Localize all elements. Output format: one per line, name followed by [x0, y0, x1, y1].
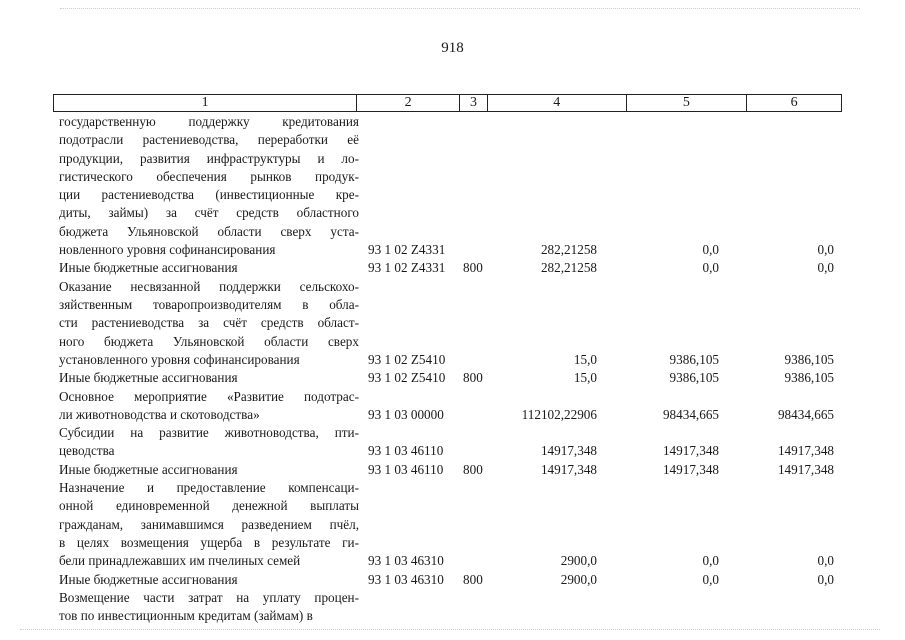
row-description [59, 113, 359, 259]
description-line: Иные бюджетные ассигнования [59, 260, 238, 276]
row-value-col4: 15,0 [573, 351, 597, 367]
row-value-col4: 2900,0 [560, 553, 597, 569]
row-value-col5: 14917,348 [662, 443, 719, 459]
row-value-col5: 0,0 [702, 242, 719, 258]
header-col-3: 3 [460, 95, 488, 111]
description-line: зяйственным товаропроизводителям в обла- [59, 296, 359, 312]
table-row [0, 113, 905, 259]
row-value-col6: 98434,665 [777, 406, 834, 422]
header-col-6: 6 [790, 95, 798, 110]
row-value-col5: 0,0 [702, 571, 719, 587]
description-line: цеводства [59, 443, 115, 459]
row-value-col4: 112102,22906 [521, 406, 597, 422]
description-line: гистического обеспечения рынков продук- [59, 168, 359, 184]
description-line: подотрасли растениеводства, переработки её [59, 132, 359, 148]
row-value-col6: 0,0 [817, 571, 834, 587]
row-value-col5: 9386,105 [669, 351, 719, 367]
scan-artifact-bottom [20, 629, 880, 631]
row-value-col6: 14917,348 [777, 443, 834, 459]
description-line: Основное мероприятие «Развитие подотрас- [59, 388, 359, 404]
scan-artifact-top [60, 8, 860, 10]
description-line: продукции, развития инфраструктуры и ло- [59, 150, 359, 166]
description-line: Иные бюджетные ассигнования [59, 370, 238, 386]
row-description [59, 259, 359, 277]
header-col-1: 1 [54, 95, 357, 111]
table-row [0, 589, 905, 626]
row-code: 93 1 03 46110 [368, 461, 444, 477]
table-header [53, 94, 842, 112]
row-value-col6: 0,0 [817, 553, 834, 569]
table-row [0, 369, 905, 387]
row-code: 93 1 03 46310 [368, 553, 444, 569]
row-code: 93 1 02 Z5410 [368, 370, 446, 386]
description-line: Возмещение части затрат на уплату процен- [59, 589, 359, 605]
table-row [0, 571, 905, 589]
row-expense-type: 800 [463, 370, 483, 386]
row-value-col6: 14917,348 [777, 461, 834, 477]
row-value-col4: 15,0 [573, 370, 597, 386]
row-value-col5: 98434,665 [662, 406, 719, 422]
row-value-col4: 282,21258 [540, 242, 597, 258]
description-line: бюджета Ульяновской области сверх уста- [59, 223, 359, 239]
row-description [59, 461, 359, 479]
row-code: 93 1 03 00000 [368, 406, 444, 422]
description-line: Иные бюджетные ассигнования [59, 461, 238, 477]
row-value-col6: 9386,105 [784, 351, 834, 367]
description-line: в целях возмещения ущерба в результате ги- [59, 534, 359, 550]
table-row [0, 479, 905, 571]
row-value-col4: 14917,348 [540, 443, 597, 459]
description-line: гражданам, занимавшимся разведением пчёл, [59, 516, 359, 532]
description-line: Иные бюджетные ассигнования [59, 571, 238, 587]
row-description [59, 424, 359, 461]
description-line: Оказание несвязанной поддержки сельскохо- [59, 278, 359, 294]
description-line: новленного уровня софинансирования [59, 242, 276, 258]
row-description [59, 388, 359, 425]
row-description [59, 278, 359, 369]
row-expense-type: 800 [463, 461, 483, 477]
table-row [0, 259, 905, 277]
row-expense-type: 800 [463, 260, 483, 276]
row-value-col4: 2900,0 [560, 571, 597, 587]
description-line: бели принадлежавших им пчелиных семей [59, 553, 301, 569]
description-line: ли животноводства и скотоводства» [59, 406, 260, 422]
row-value-col5: 14917,348 [662, 461, 719, 477]
row-description [59, 571, 359, 589]
row-value-col5: 9386,105 [669, 370, 719, 386]
description-line: государственную поддержку кредитования [59, 114, 359, 129]
row-code: 93 1 03 46110 [368, 443, 444, 459]
table-row [0, 278, 905, 370]
description-line: ного бюджета Ульяновской области сверх [59, 333, 359, 349]
row-code: 93 1 03 46310 [368, 571, 444, 587]
page-number: 918 [441, 40, 464, 56]
header-col-5: 5 [627, 95, 748, 111]
row-value-col4: 282,21258 [540, 260, 597, 276]
row-value-col6: 0,0 [817, 242, 834, 258]
table-row [0, 461, 905, 479]
header-col-4: 4 [488, 95, 627, 111]
table-row [0, 388, 905, 425]
table-row [0, 424, 905, 461]
description-line: сти растениеводства за счёт средств област- [59, 315, 359, 331]
description-line: онной единовременной денежной выплаты [59, 498, 359, 514]
description-line: ции растениеводства (инвестиционные кре- [59, 187, 359, 203]
row-value-col4: 14917,348 [540, 461, 597, 477]
description-line: установленного уровня софинансирования [59, 351, 300, 367]
description-line: диты, займы) за счёт средств областного [59, 205, 359, 221]
row-expense-type: 800 [463, 571, 483, 587]
row-code: 93 1 02 Z4331 [368, 242, 446, 258]
row-description [59, 479, 359, 570]
row-value-col5: 0,0 [702, 260, 719, 276]
row-value-col5: 0,0 [702, 553, 719, 569]
row-description [59, 369, 359, 387]
row-description [59, 589, 359, 626]
header-col-2: 2 [357, 95, 460, 111]
description-line: тов по инвестиционным кредитам (займам) в [59, 608, 313, 624]
row-value-col6: 0,0 [817, 260, 834, 276]
row-code: 93 1 02 Z4331 [368, 260, 446, 276]
description-line: Субсидии на развитие животноводства, пти- [59, 425, 359, 441]
row-code: 93 1 02 Z5410 [368, 351, 446, 367]
row-value-col6: 9386,105 [784, 370, 834, 386]
description-line: Назначение и предоставление компенсаци- [59, 480, 359, 495]
